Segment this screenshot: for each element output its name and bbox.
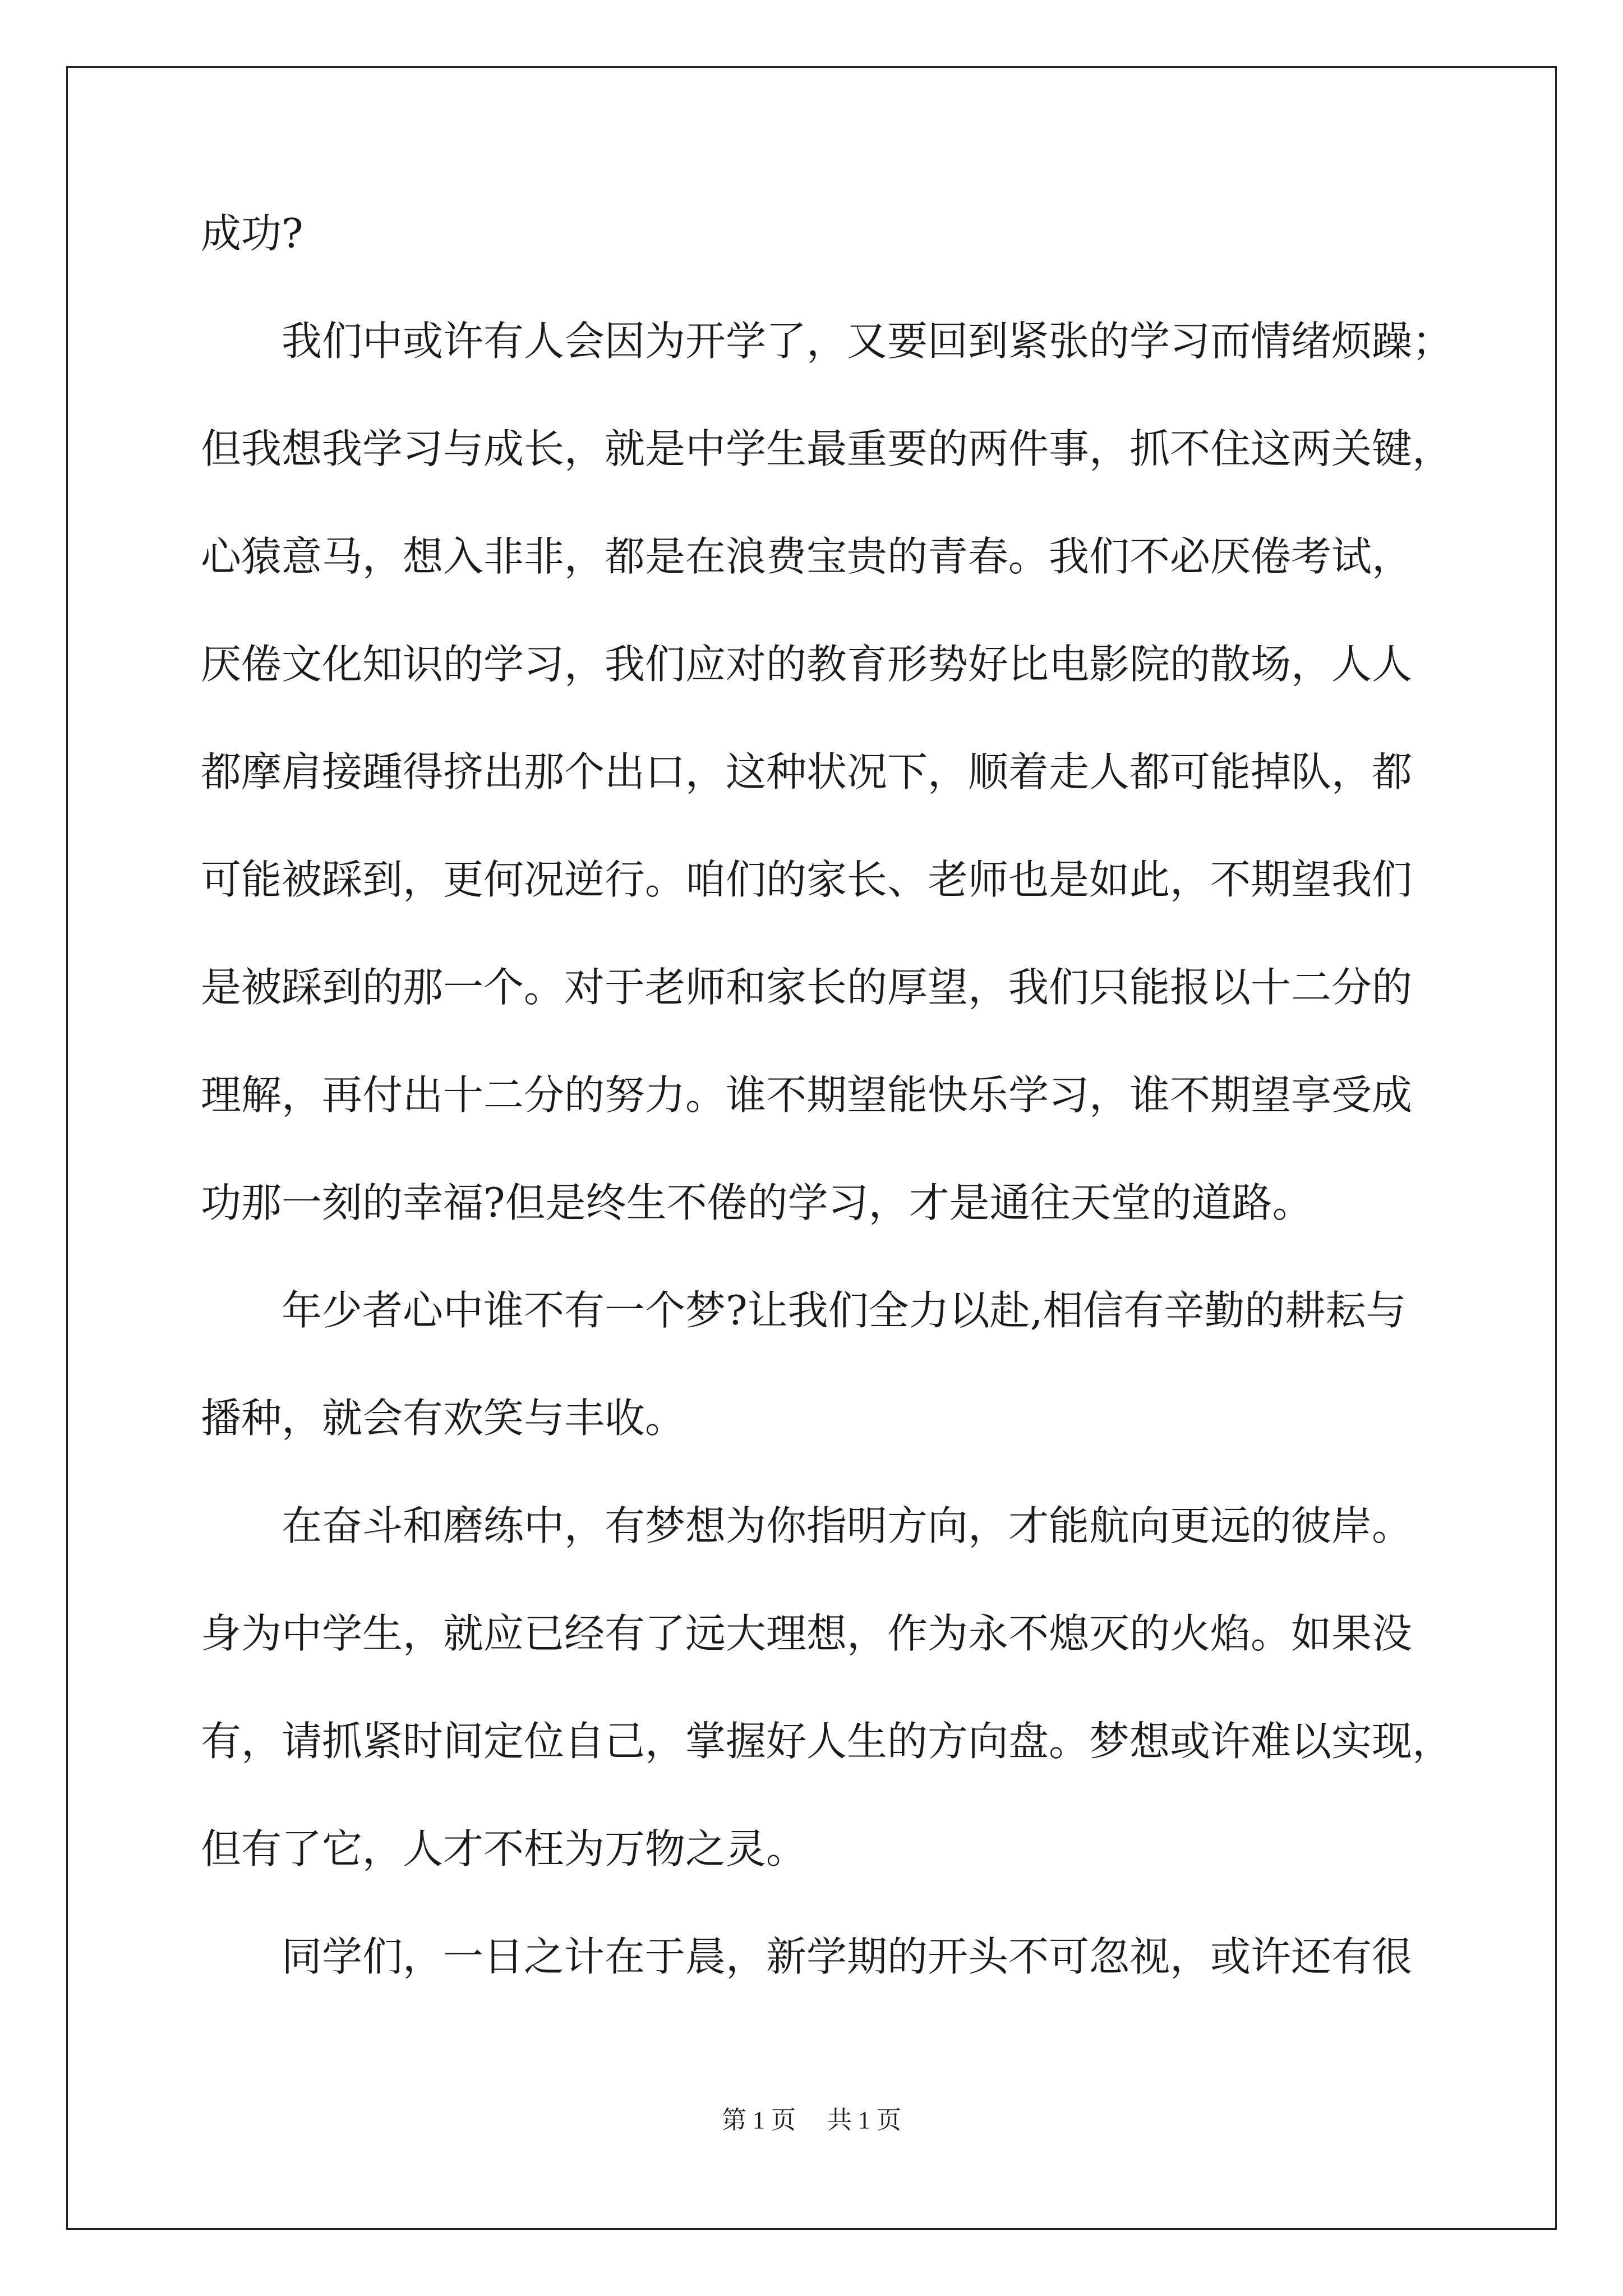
text-line: 同学们，一日之计在于晨，新学期的开头不可忽视，或许还有很 bbox=[282, 1933, 1413, 1980]
page-total: 共 1 页 bbox=[827, 2106, 901, 2134]
page-border bbox=[66, 66, 1557, 2230]
page-number: 第 1 页 bbox=[722, 2106, 796, 2134]
text-line: 心猿意马，想入非非，都是在浪费宝贵的青春。我们不必厌倦考试， bbox=[201, 533, 1413, 580]
text-line: 成功? bbox=[201, 210, 303, 257]
text-line: 是被踩到的那一个。对于老师和家长的厚望，我们只能报以十二分的 bbox=[201, 964, 1413, 1011]
text-line: 但有了它，人才不枉为万物之灵。 bbox=[201, 1825, 807, 1872]
text-line: 在奋斗和磨练中，有梦想为你指明方向，才能航向更远的彼岸。 bbox=[282, 1502, 1413, 1549]
text-line: 身为中学生，就应已经有了远大理想，作为永不熄灭的火焰。如果没 bbox=[201, 1610, 1413, 1657]
text-line: 年少者心中谁不有一个梦?让我们全力以赴,相信有辛勤的耕耘与 bbox=[282, 1287, 1407, 1334]
text-line: 但我想我学习与成长，就是中学生最重要的两件事，抓不住这两关键， bbox=[201, 425, 1453, 472]
text-line: 理解，再付出十二分的努力。谁不期望能快乐学习，谁不期望享受成 bbox=[201, 1071, 1413, 1119]
text-line: 厌倦文化知识的学习，我们应对的教育形势好比电影院的散场，人人 bbox=[201, 641, 1413, 688]
text-line: 功那一刻的幸福?但是终生不倦的学习，才是通往天堂的道路。 bbox=[201, 1179, 1313, 1226]
text-line: 我们中或许有人会因为开学了，又要回到紧张的学习而情绪烦躁； bbox=[282, 318, 1453, 365]
text-line: 有，请抓紧时间定位自己，掌握好人生的方向盘。梦想或许难以实现， bbox=[201, 1718, 1453, 1765]
text-line: 都摩肩接踵得挤出那个出口，这种状况下，顺着走人都可能掉队，都 bbox=[201, 748, 1413, 795]
page-footer bbox=[0, 2104, 1623, 2137]
text-line: 可能被踩到，更何况逆行。咱们的家长、老师也是如此，不期望我们 bbox=[201, 856, 1413, 903]
text-line: 播种，就会有欢笑与丰收。 bbox=[201, 1395, 686, 1442]
